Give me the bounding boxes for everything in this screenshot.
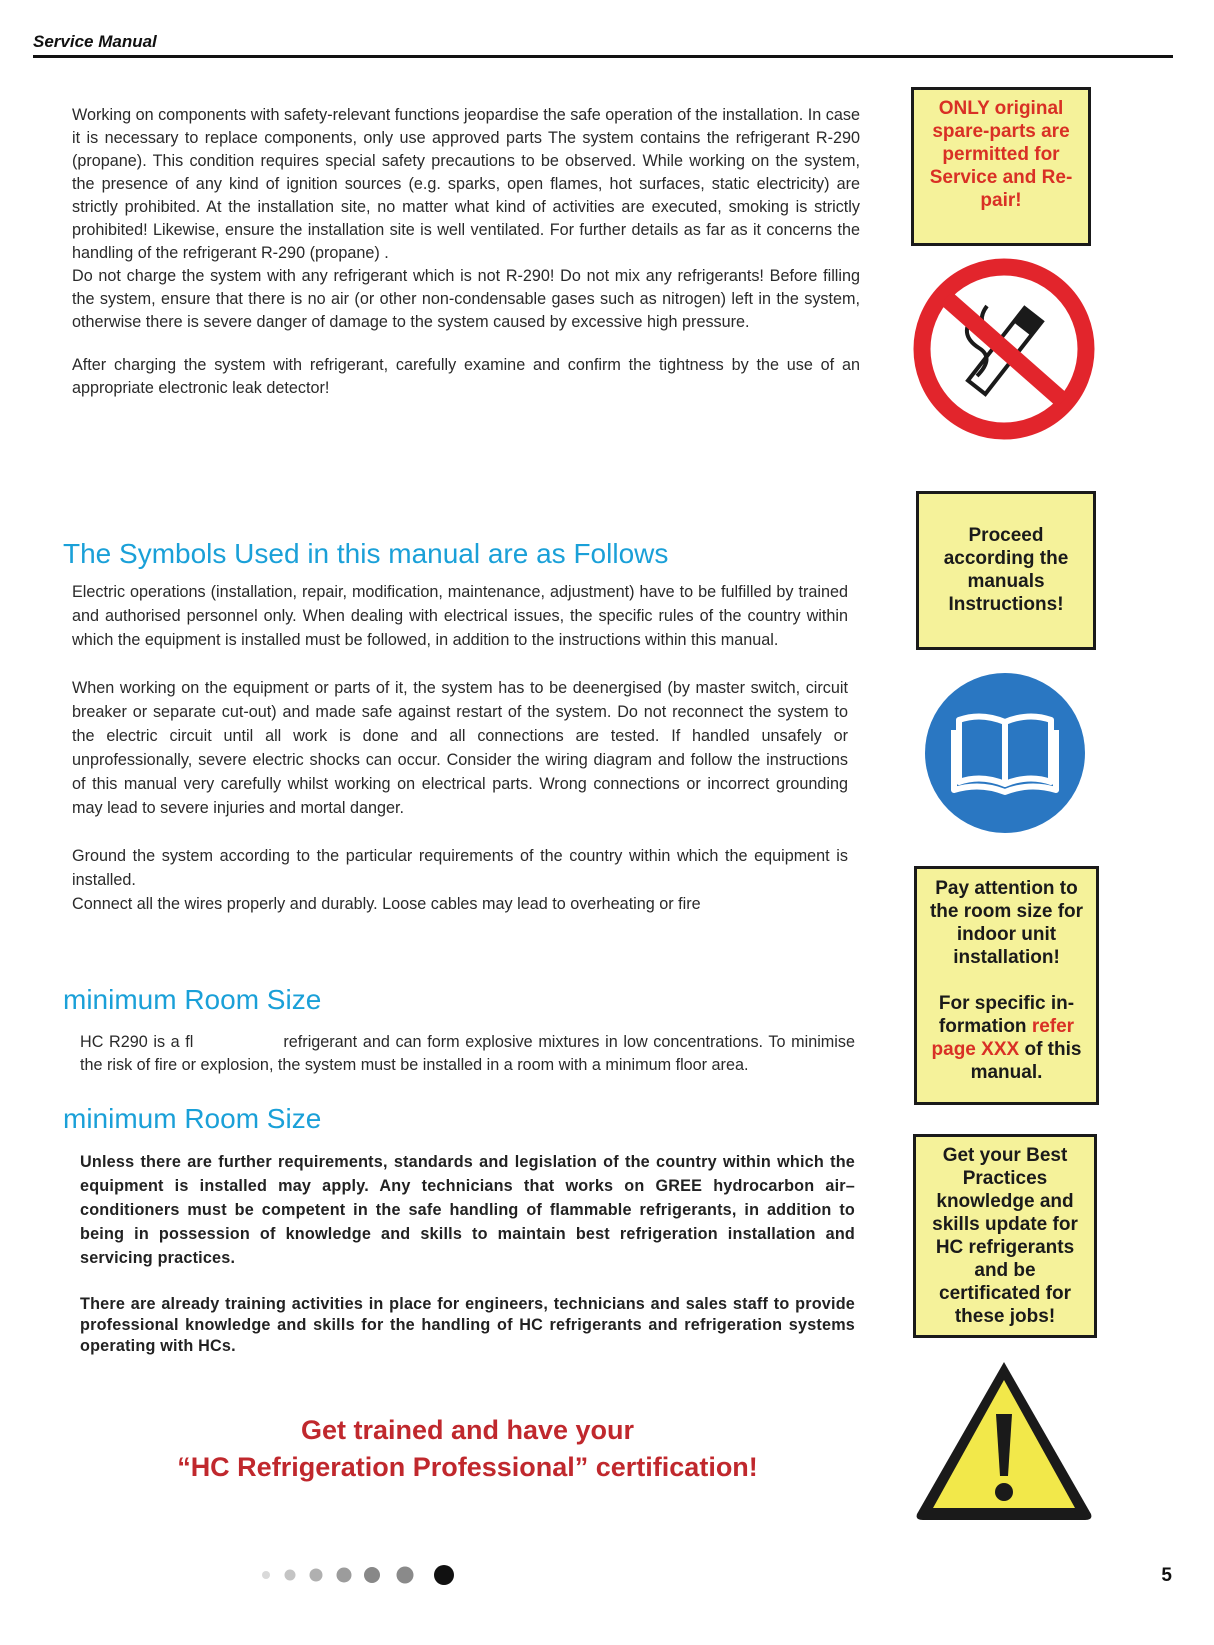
callout-line-1: Get trained and have your <box>300 1415 635 1445</box>
no-smoking-icon <box>913 258 1095 440</box>
proceed-manual-sign-text: Proceed according the manuals Instructions! <box>943 525 1069 615</box>
symbols-text <box>72 580 848 916</box>
intro-paragraph-3: After charging the system with refrigerant, carefully examine and confirm the tightness by the use of an appropriate electronic leak detector! <box>72 356 860 397</box>
page-number: 5 <box>1161 1565 1172 1586</box>
spare-parts-sign-text: ONLY original spare-parts are permitted for Service and Re-pair! <box>929 98 1073 211</box>
room-size-sign <box>914 866 1099 1105</box>
symbols-paragraph-1: Electric operations (installation, repair, modification, maintenance, adjustment) have to be fulfilled by trained and authorised personnel only. When dealing with electrical issues, the specific rules of the country within which the equipment is installed must be followed, in addition to the instructions within this manual. <box>72 583 848 649</box>
spare-parts-sign <box>911 87 1091 246</box>
callout-line-2: “HC Refrigeration Professional” certification! <box>177 1452 758 1482</box>
best-practices-sign <box>913 1134 1097 1338</box>
symbols-paragraph-3: Ground the system according to the particular requirements of the country within which the equipment is installed. <box>72 847 848 889</box>
intro-paragraph-2: Do not charge the system with any refrigerant which is not R-290! Do not mix any refrigerants! Before filling the system, ensure that there is no air (or other non-condensable gases such as nitrogen) left in the system, otherwise there is severe danger of damage to the system caused by excessive high pressure. <box>72 267 860 331</box>
best-practices-sign-text: Get your Best Practices knowledge and skills update for HC refrigerants and be certificated for these jobs! <box>932 1145 1078 1327</box>
room-size-text-1 <box>80 1031 855 1077</box>
symbols-paragraph-2: When working on the equipment or parts of it, the system has to be deenergised (by master switch, circuit breaker or separate cut-out) and made safe against restart of the system. Do not reconnect the system to the electric circuit until all work is done and all connections are tested. If handled unsafely or unprofessionally, severe electric shocks can occur. Consider the wiring diagram and follow the instructions of this manual very carefully whilst working on electrical parts. Wrong connections or incorrect grounding may lead to severe injuries and mortal danger. <box>72 679 848 817</box>
symbols-heading: The Symbols Used in this manual are as Follows <box>63 538 669 569</box>
certification-callout <box>80 1412 855 1486</box>
room-size-text-2 <box>80 1150 855 1357</box>
intro-paragraph-1: Working on components with safety-relevant functions jeopardise the safe operation of the installation. In case it is necessary to replace components, only use approved parts The system contains the refrigerant R-290 (propane). This condition requires special safety precautions to be observed. While working on the system, the presence of any kind of ignition sources (e.g. sparks, open flames, hot surfaces, static electricity) are strictly prohibited. At the installation site, no matter what kind of activities are executed, smoking is strictly prohibited! Likewise, ensure the installation site is well ventilated. For further details as far as it concerns the handling of the refrigerant R-290 (propane) . <box>72 106 860 262</box>
header-title: Service Manual <box>33 32 157 51</box>
proceed-manual-sign <box>916 491 1096 650</box>
room-size-paragraph-1 <box>80 1031 855 1077</box>
room-size-sign-line-2: For specific in-formation refer page XXX of this manual. <box>931 993 1082 1083</box>
room-size-text-after: refrigerant and can form explosive mixtures in low concentrations. To minimise the risk of fire or explosion, the system must be installed in a room with a minimum floor area. <box>80 1033 855 1074</box>
read-manual-icon <box>924 672 1086 834</box>
intro-text <box>72 104 860 400</box>
room-size-heading-2: minimum Room Size <box>63 1103 322 1134</box>
room-size-heading-1: minimum Room Size <box>63 984 322 1015</box>
room-size-text-before: HC R290 is a fl <box>80 1033 194 1051</box>
warning-icon <box>911 1356 1097 1524</box>
room-size-sign-line-1: Pay attention to the room size for indoor unit installation! <box>929 878 1084 968</box>
page-reference: refer page XXX <box>931 1016 1075 1060</box>
symbols-paragraph-4: Connect all the wires properly and durably. Loose cables may lead to overheating or fire <box>72 895 701 913</box>
page-progress-dots <box>260 1562 460 1588</box>
competence-paragraph: Unless there are further requirements, standards and legislation of the country within which the equipment is installed may apply. Any technicians that works on GREE hydrocarbon air– conditioners must be competent in the safe handling of flammable refrigerants, in addition to being in possession of knowledge and skills to maintain best refrigeration installation and servicing practices. <box>80 1153 855 1267</box>
header-rule <box>33 55 1173 58</box>
training-paragraph: There are already training activities in place for engineers, technicians and sales staff to provide professional knowledge and skills for the handling of HC refrigerants and refrigeration systems operating with HCs. <box>80 1295 855 1355</box>
